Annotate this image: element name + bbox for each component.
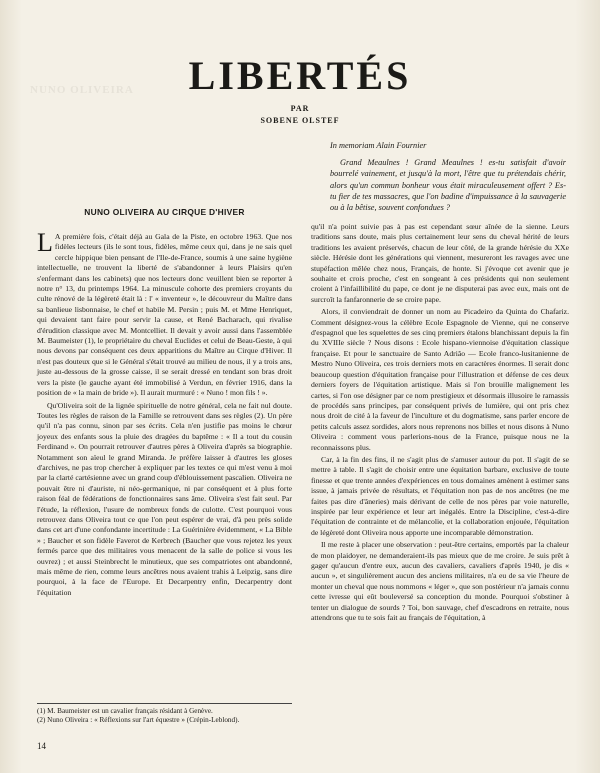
epigraph: [330, 140, 566, 213]
page-title: LIBERTÉS: [188, 53, 412, 98]
right-column: [311, 222, 569, 625]
page-number: 14: [37, 741, 46, 751]
section-heading: NUNO OLIVEIRA AU CIRQUE D'HIVER: [84, 207, 245, 217]
author-name: SOBENE OLSTEF: [260, 116, 340, 125]
right-paragraph: qu'il n'a point suivie pas à pas est cependant sœur aînée de la sienne. Leurs traditions sans doute, mais plus certainement leur sens du cheval hérité de leurs traditions les avaient préservés, chacun de leur côté, de la grande hérésie du XXe siècle. Hérésie dont les générations qui viennent, mesureront les ravages avec une stupéfaction mêlée chez nous, Français, de honte. Si j'évoque cet avenir que je souhaite et crois proche, c'est en songeant à ces présidents qui non seulement croient à l'infaillibilité du pape, ce dont je ne disputerai pas avec eux, mais ont de surcroît la fanfaronnerie de se croire pape.: [311, 222, 569, 304]
left-paragraph: Qu'Oliveira soit de la lignée spirituelle de notre général, cela ne fait nul doute. Toutes les règles de raison de la Famille se retrouvent dans ses règles (2). Un père qu'il n'a pas connu, sinon par ses écrits. Cela n'en justifie pas moins le chœur joyeux des enfants sous la pluie des dragées du baptême : « Il a tout du cousin Ferdinand ». On pourrait retrouver d'autres pères à Oliveira d'après sa biographie. Notamment son aïeul le grand Miranda. Je préfère laisser à d'autres les gloses d'archives, ne pas trop chercher à expliquer par les textes ce qui m'est venu à moi par la clarté cartésienne avec un grand coup d'éblouissement pascalien. Oliveira ne pouvait être ni d'auriste, ni néo-germanique, ni par conséquent et à plus forte raison féal de fédérations de fonctionnaires sans âme. Oliveira s'est fait seul. Par l'étude, la réflexion, l'usure de nombreux fonds de culotte. C'est pourquoi vous retrouvez dans Oliveira tout ce que l'on peut espérer de vrai, d'à peu près solide dans cet art d'une confondante incertitude : La Guérinière évidemment, « La Bible » ; Baucher et son fidèle Faverot de Kerbrech (Baucher que vous rejetez les yeux fermés parce que des militaires vous menacent de la salle de police si vous les ouvrez) ; et aussi Steinbrecht le minutieux, que ses compatriotes ont abandonné, mais même de rien, comme leurs ancêtres nous avaient trahis à Leipzig, sans dire pourquoi, à la face de l'Europe. Et Decarpentry enfin, Decarpentry dont l'équitation: [37, 400, 292, 597]
footnote: (1) M. Baumeister est un cavalier français résidant à Genève.: [37, 707, 213, 715]
footnotes: [37, 703, 292, 725]
left-paragraph: [37, 228, 292, 399]
footnote: (2) Nuno Oliveira : « Réflexions sur l'art équestre » (Crépin-Leblond).: [37, 716, 240, 725]
epigraph-dedication: In memoriam Alain Fournier: [330, 141, 427, 150]
right-paragraph: Alors, il conviendrait de donner un nom au Picadeiro da Quinta do Chafariz. Comment désignez-vous la célèbre Ecole Espagnole de Vienne, qui ne conserve d'espagnol que les squelettes de ses cinq premiers étalons blanchissant depuis la fin du XVIIIe siècle ? Nous disons : Ecole hispano-viennoise d'équitation classique française. Et pour le sanctuaire de Santo Adrião — Ecole franco-lusitanienne de Mestro Nuno Oliveira, ces trois derniers mots en caractères énormes. Il serait donc beaucoup question d'équitation française pour l'illustration et défense de ces deux derniers foyers de l'équitation artistique. Mais si l'on brouille malignement les cartes, si l'on ose désigner par ce nom prestigieux et désormais illusoire le ramassis de procédés sans principes, par conséquent privés de lumière, qui ont pris chez nous droit de cité à la faveur de l'inculture et du dogmatisme, sans parler encore de petits calculs assez sordides, alors nous reprenons nos billes et nous disons à Nuno Oliveira : comment vous parlerions-nous de la France, puisque nous ne la reconnaissons plus.: [311, 307, 569, 452]
left-paragraph-text: A première fois, c'était déjà au Gala de la Piste, en octobre 1963. Que nos fidèles lecteurs (ils le sont tous, fidèles, même ceux qui, dans je ne sais quel cercle hippique bien pensant de l'Ile-de-France, soumis à une saine hygiène intellectuelle, ne trouvent la liberté de s'abandonner à leurs Plaisirs qu'en s'enfermant dans les cabinets) que nos lecteurs donc veuillent bien se reporter à notre n° 13, du printemps 1964. La minuscule cohorte des premiers croyants du culte rénové de la légèreté était là : l' « inventeur », le découvreur du Maître dans sa banlieue lisbonnaise, le chef et habile M. Persin ; puis M. et Mme Henriquet, qui devaient tant faire pour servir la cause, et René Bacharach, qui rivalise d'érudition classique avec M. Montcelliet. Il devait y avoir aussi dans l'assemblée M. Baumeister (1), le propriétaire du cheval Euclides et celui de Beau-Geste, à qui nous devons par conséquent ces deux apparitions du Maître au Cirque d'Hiver. Il n'est pas douteux que si le Général s'était trouvé au milieu de nous, il y a trois ans, juste au-dessous de la grosse caisse, il se serait dressé en tendant son bras droit vers la piste (le gauche ayant été immobilisé à Verdun, en février 1916, dans la position de « la main de bride »). Il aurait murmuré : « Nuno ! mon fils ! ».: [37, 232, 292, 398]
right-paragraph: Car, à la fin des fins, il ne s'agit plus de s'amuser autour du pot. Il s'agit de se mettre à table. Il s'agit de choisir entre une équitation barbare, exclusive de toute finesse et que trente années d'expériences en tous domaines amènent à estimer sans issue, à jamais privée de résultats, et l'équitation non pas de nos ancêtres (ne me faites pas dire d'âneries) mais dérivant de celle de nos pères par voie naturelle, inspirée par leur expérience et leur art inégalés. Entre la Discipline, c'est-à-dire l'équitation de contrainte et de mélancolie, et la collaboration enjouée, l'équitation de légèreté dont Oliveira nous apporte une incomparable démonstration.: [311, 454, 569, 537]
right-paragraph: Il me reste à placer une observation : peut-être certains, emportés par la chaleur de mon plaidoyer, ne demanderaient-ils pas mieux que de me croire. Je suis prêt à gager qu'aucun d'entre eux, aucun des cavaliers, cavaliers d'après 1940, je dis « aucun », et singulièrement aucun des anciens militaires, n'a eu de sa vie l'heure de monter un cheval que nous nommons « léger », que son postérieur n'a jamais connu cette ivresse qui eût bouleversé sa conception du monde. Pourquoi s'obstiner à tenter un dialogue de sourds ? Toi, bon sauvage, chef d'escadrons en retraite, nous attendrons que tu te sois fait au français de l'équitation, à: [311, 540, 569, 623]
drop-cap: L: [37, 228, 53, 257]
byline-par: PAR: [290, 104, 310, 113]
left-column: [37, 228, 292, 600]
epigraph-text: Grand Meaulnes ! Grand Meaulnes ! es-tu satisfait d'avoir bourrelé vainement, et jusqu'à la mort, l'être que tu prétendais chérir, alors qu'un commun bonheur vous était miraculeusement offert ? Es-tu fier de tes massacres, que l'on badine d'impuissance à la sauvagerie ou à la bêtise, souvent confondues ?: [330, 158, 566, 213]
faint-background-text: NUNO OLIVEIRA: [30, 84, 134, 96]
